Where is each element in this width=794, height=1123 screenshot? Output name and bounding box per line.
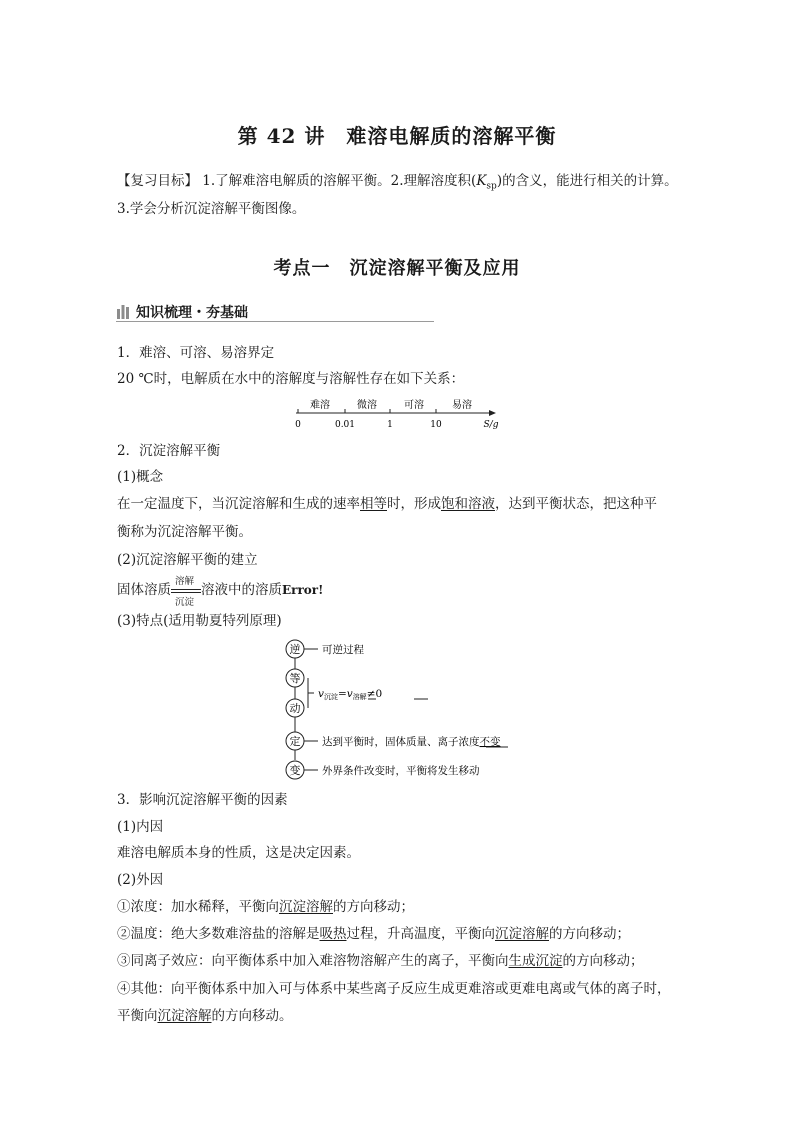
feature-char-3: 动 bbox=[289, 702, 301, 715]
banner-label: 知识梳理・夯基础 bbox=[136, 305, 248, 321]
s2-sub3: (3)特点(适用勒夏特列原理) bbox=[117, 613, 282, 629]
arrow-label-dissolve: 溶解 bbox=[175, 576, 195, 587]
v-dissolve: v bbox=[346, 688, 353, 700]
factor-temperature bbox=[117, 924, 630, 944]
s2-sub1: (1)概念 bbox=[117, 469, 164, 485]
s2-heading: 2．沉淀溶解平衡 bbox=[117, 443, 221, 459]
concept-text-a: 在一定温度下，当沉淀溶解和生成的速率 bbox=[117, 496, 360, 512]
feature-char-5: 变 bbox=[289, 764, 301, 777]
goals-text-end: )的含义，能进行相关的计算。 bbox=[496, 173, 678, 189]
scale-category-1: 微溶 bbox=[357, 400, 377, 411]
concept-text-c: ，达到平衡状态，把这种平 bbox=[495, 496, 657, 512]
knowledge-banner bbox=[116, 300, 434, 326]
review-goals-line2: 3.学会分析沉淀溶解平衡图像。 bbox=[117, 201, 306, 217]
banner-bars-icon bbox=[116, 303, 130, 319]
v-precipitate-sub: 沉淀 bbox=[323, 693, 338, 701]
factor-2-answer-2: 沉淀溶解 bbox=[495, 926, 549, 942]
s2-sub2: (2)沉淀溶解平衡的建立 bbox=[117, 552, 258, 568]
factor-concentration bbox=[117, 897, 414, 917]
feature-char-2: 等 bbox=[289, 672, 301, 685]
reversible-arrow bbox=[171, 576, 201, 608]
scale-category-0: 难溶 bbox=[310, 400, 330, 411]
error-text: Error! bbox=[282, 583, 324, 597]
scale-arrow bbox=[489, 410, 496, 416]
est-solid-solute: 固体溶质 bbox=[117, 582, 171, 598]
concept-line1 bbox=[117, 494, 657, 514]
factor-4-text-b: 平衡向 bbox=[117, 1008, 158, 1024]
factor-1-text-a: ①浓度：加水稀释，平衡向 bbox=[117, 899, 279, 915]
feature-text-4a: 达到平衡时，固体质量、离子浓度 bbox=[322, 736, 480, 748]
factor-1-answer: 沉淀溶解 bbox=[279, 899, 333, 915]
concept-answer-1: 相等 bbox=[360, 496, 387, 512]
factor-4-answer: 沉淀溶解 bbox=[157, 1008, 212, 1024]
factor-other-line1: ④其他：向平衡体系中加入可与体系中某些离子反应生成更难溶或更难电离或气体的离子时， bbox=[117, 981, 671, 997]
scale-tick-label-0: 0 bbox=[295, 420, 301, 430]
equals-sign: = bbox=[337, 688, 347, 700]
s3-sub2: (2)外因 bbox=[117, 872, 164, 888]
scale-axis-label: S/g bbox=[483, 420, 499, 430]
feature-char-1: 逆 bbox=[289, 643, 301, 656]
scale-category-2: 可溶 bbox=[404, 400, 424, 411]
solubility-scale bbox=[290, 396, 502, 430]
factor-3-text-b: 的方向移动； bbox=[562, 953, 644, 969]
v-dissolve-sub: 溶解 bbox=[352, 693, 367, 701]
s3-heading: 3．影响沉淀溶解平衡的因素 bbox=[117, 792, 288, 808]
s1-text: 20 ℃时，电解质在水中的溶解度与溶解性存在如下关系： bbox=[117, 371, 465, 387]
factor-2-text-b: 过程，升高温度，平衡向 bbox=[346, 926, 495, 942]
factor-other-line2 bbox=[117, 1006, 293, 1026]
not-zero: ≠0 bbox=[366, 688, 383, 700]
est-dissolved-solute: 溶液中的溶质 bbox=[201, 582, 282, 598]
factor-common-ion bbox=[117, 951, 644, 971]
s3-inner: 难溶电解质本身的性质，这是决定因素。 bbox=[117, 845, 360, 861]
factor-2-text-c: 的方向移动； bbox=[549, 926, 630, 942]
v-precipitate: v bbox=[318, 688, 324, 700]
feature-text-1: 可逆过程 bbox=[322, 644, 364, 656]
features-diagram bbox=[280, 636, 530, 780]
goals-text: 1.了解难溶电解质的溶解平衡。2.理解溶度积( bbox=[202, 173, 477, 189]
concept-line2: 衡称为沉淀溶解平衡。 bbox=[117, 524, 252, 540]
scale-tick-label-1: 0.01 bbox=[334, 420, 356, 430]
factor-2-text-a: ②温度：绝大多数难溶盐的溶解是 bbox=[117, 926, 320, 942]
concept-answer-2: 饱和溶液 bbox=[441, 496, 495, 512]
ksp-sub: sp bbox=[486, 181, 497, 192]
s1-heading: 1．难溶、可溶、易溶界定 bbox=[117, 345, 275, 361]
factor-3-text-a: ③同离子效应：向平衡体系中加入难溶物溶解产生的离子，平衡向 bbox=[117, 953, 509, 969]
factor-2-answer-1: 吸热 bbox=[319, 926, 347, 942]
factor-3-answer: 生成沉淀 bbox=[508, 953, 563, 969]
review-goals-label: 【复习目标】 bbox=[117, 173, 198, 189]
feature-text-5: 外界条件改变时，平衡将发生移动 bbox=[322, 765, 480, 777]
feature-text-4 bbox=[322, 735, 501, 748]
scale-category-3: 易溶 bbox=[452, 400, 472, 411]
review-goals-line1 bbox=[117, 171, 678, 197]
factor-1-text-b: 的方向移动； bbox=[333, 899, 414, 915]
factor-4-text-c: 的方向移动。 bbox=[211, 1008, 293, 1024]
s3-sub1: (1)内因 bbox=[117, 819, 164, 835]
section-title: 考点一 沉淀溶解平衡及应用 bbox=[273, 258, 521, 279]
scale-tick-label-3: 10 bbox=[430, 420, 442, 430]
banner-underline bbox=[116, 321, 434, 322]
scale-tick-label-2: 1 bbox=[387, 420, 393, 430]
feature-text-4-answer: 不变 bbox=[479, 736, 501, 748]
arrow-forward bbox=[171, 589, 201, 590]
feature-char-4: 定 bbox=[289, 735, 301, 748]
lecture-title: 第 42 讲 难溶电解质的溶解平衡 bbox=[237, 124, 557, 148]
arrow-label-precipitate: 沉淀 bbox=[175, 597, 195, 608]
concept-text-b: 时，形成 bbox=[387, 496, 441, 512]
establishment-line bbox=[117, 576, 324, 608]
ksp-k: K bbox=[476, 173, 487, 189]
feature-bracket bbox=[308, 678, 314, 708]
